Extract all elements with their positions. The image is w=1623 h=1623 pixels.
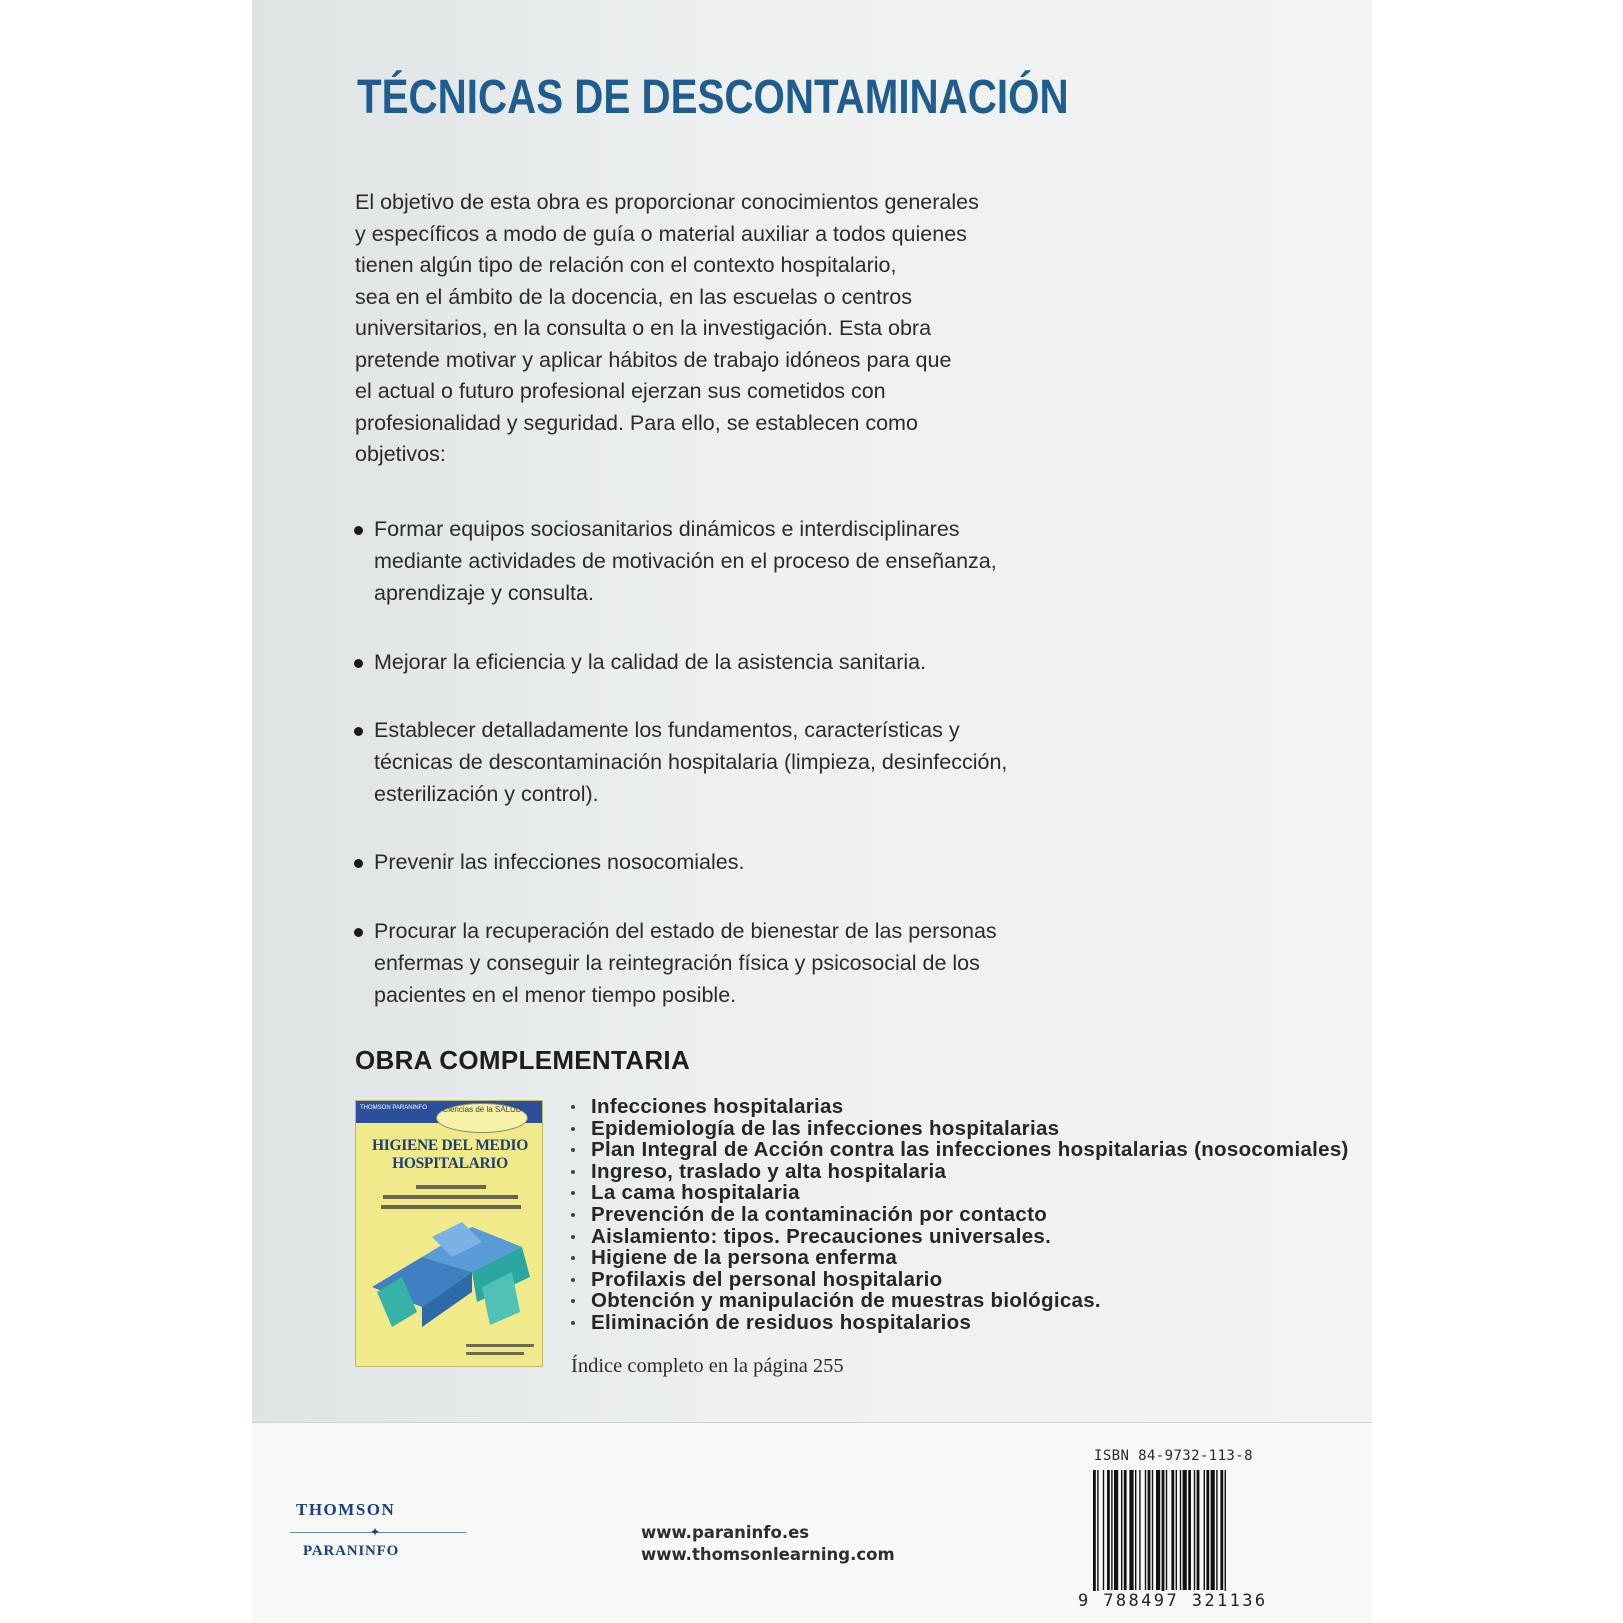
intro-line: pretende motivar y aplicar hábitos de trabajo idóneos para que: [355, 347, 952, 372]
barcode-bar: [1220, 1470, 1223, 1590]
bullet-icon: [571, 1105, 575, 1109]
barcode-bar: [1204, 1470, 1205, 1590]
barcode-number: 9 788497 321136: [1075, 1591, 1271, 1611]
intro-line: objetivos:: [355, 442, 446, 466]
book-cover-artwork: [362, 1217, 536, 1333]
barcode-bar: [1188, 1470, 1191, 1590]
list-item: Plan Integral de Acción contra las infecciones hospitalarias (nosocomiales): [568, 1139, 1349, 1161]
barcode-bar: [1166, 1470, 1167, 1590]
objective-line: Formar equipos sociosanitarios dinámicos e interdisciplinares: [374, 517, 960, 541]
barcode-bar: [1148, 1470, 1151, 1590]
barcode-bar: [1114, 1470, 1118, 1590]
barcode-bar: [1162, 1470, 1165, 1604]
bullet-icon: [354, 727, 363, 736]
bullet-icon: [354, 659, 363, 668]
publisher-urls: [641, 1522, 895, 1566]
objective-line: técnicas de descontaminación hospitalaria (limpieza, desinfección,: [374, 750, 1008, 774]
list-item: Infecciones hospitalarias: [568, 1096, 1349, 1118]
url-thomsonlearning: www.thomsonlearning.com: [641, 1545, 895, 1564]
book-collection-label: Ciencias de la SALUD: [436, 1103, 528, 1133]
logo-text-top: THOMSON: [296, 1500, 396, 1519]
barcode-image: [1093, 1470, 1263, 1610]
complementary-heading: OBRA COMPLEMENTARIA: [355, 1045, 691, 1075]
bullet-icon: [354, 859, 363, 868]
objective-item: [352, 646, 1079, 678]
barcode-bar: [1211, 1470, 1215, 1590]
objective-line: aprendizaje y consulta.: [374, 581, 594, 605]
bullet-icon: [571, 1148, 575, 1152]
barcode-bar: [1216, 1470, 1217, 1590]
bullet-icon: [571, 1127, 575, 1131]
list-item: Profilaxis del personal hospitalario: [568, 1269, 1349, 1291]
book-subtitle-lines: [378, 1179, 523, 1215]
barcode-bar: [1156, 1470, 1160, 1590]
barcode-bar: [1093, 1470, 1096, 1604]
list-item: Obtención y manipulación de muestras biológicas.: [568, 1290, 1349, 1312]
bullet-icon: [571, 1191, 575, 1195]
index-note: Índice completo en la página 255: [571, 1355, 844, 1377]
list-item: Prevención de la contaminación por contacto: [568, 1204, 1349, 1226]
book-authors: [466, 1339, 536, 1360]
intro-paragraph: [355, 187, 1075, 471]
book-title: TÉCNICAS DE DESCONTAMINACIÓN: [357, 71, 1069, 124]
publisher-logo: [290, 1500, 470, 1566]
bullet-icon: [571, 1170, 575, 1174]
complementary-contents-list: [568, 1096, 1349, 1334]
barcode-bar: [1194, 1470, 1195, 1590]
objective-line: enfermas y conseguir la reintegración física y psicosocial de los: [374, 951, 980, 975]
list-item: Higiene de la persona enferma: [568, 1247, 1349, 1269]
objective-item: [352, 915, 1079, 1011]
bullet-icon: [571, 1321, 575, 1325]
barcode-bar: [1097, 1470, 1098, 1604]
barcode-bar: [1225, 1470, 1226, 1604]
barcode-bar: [1124, 1470, 1127, 1590]
objective-line: pacientes en el menor tiempo posible.: [374, 983, 737, 1007]
objective-line: Establecer detalladamente los fundamentos, características y: [374, 718, 960, 742]
list-item: Eliminación de residuos hospitalarios: [568, 1312, 1349, 1334]
intro-line: el actual o futuro profesional ejerzan sus cometidos con: [355, 379, 886, 403]
intro-line: profesionalidad y seguridad. Para ello, se establecen como: [355, 410, 918, 435]
intro-line: universitarios, en la consulta o en la investigación. Esta obra: [355, 316, 932, 340]
objective-line: Prevenir las infecciones nosocomiales.: [374, 850, 745, 874]
intro-line: sea en el ámbito de la docencia, en las escuelas o centros: [355, 284, 912, 309]
barcode-bar: [1180, 1470, 1181, 1590]
barcode-bar: [1197, 1470, 1200, 1590]
bullet-icon: [354, 928, 363, 937]
bullet-icon: [571, 1299, 575, 1303]
barcode-bar: [1176, 1470, 1177, 1590]
barcode-bar: [1135, 1470, 1136, 1590]
list-item: La cama hospitalaria: [568, 1182, 1349, 1204]
complementary-book-cover: [355, 1100, 543, 1367]
objective-line: Procurar la recuperación del estado de bienestar de las personas: [374, 919, 997, 943]
barcode-bar: [1183, 1470, 1187, 1590]
list-item: Ingreso, traslado y alta hospitalaria: [568, 1161, 1349, 1183]
barcode-bar: [1103, 1470, 1104, 1590]
list-item: Aislamiento: tipos. Precauciones universales.: [568, 1226, 1349, 1248]
list-item: Epidemiología de las infecciones hospitalarias: [568, 1118, 1349, 1140]
bullet-icon: [571, 1235, 575, 1239]
bullet-icon: [354, 526, 363, 535]
book-cover-title: HIGIENE DEL MEDIO HOSPITALARIO: [372, 1137, 528, 1172]
bullet-icon: [571, 1256, 575, 1260]
objective-line: Mejorar la eficiencia y la calidad de la asistencia sanitaria.: [374, 650, 927, 674]
barcode-bar: [1152, 1470, 1153, 1590]
barcode-bar: [1121, 1470, 1122, 1590]
objective-line: mediante actividades de motivación en el proceso de enseñanza,: [374, 549, 997, 573]
barcode-bar: [1145, 1470, 1146, 1590]
intro-line: y específicos a modo de guía o material auxiliar a todos quienes: [355, 221, 967, 246]
isbn-label: ISBN 84-9732-113-8: [1094, 1448, 1253, 1464]
bullet-icon: [571, 1278, 575, 1282]
url-paraninfo: www.paraninfo.es: [641, 1523, 810, 1542]
logo-text-bottom: PARANINFO: [303, 1543, 400, 1559]
intro-line: tienen algún tipo de relación con el contexto hospitalario,: [355, 253, 897, 277]
barcode-bar: [1111, 1470, 1112, 1590]
barcode-bar: [1206, 1470, 1209, 1590]
book-publisher-tag: THOMSON PARANINFO: [360, 1105, 427, 1111]
objective-item: [352, 513, 1079, 609]
barcode-bar: [1171, 1470, 1174, 1590]
barcode-bar: [1129, 1470, 1133, 1590]
barcode-bar: [1139, 1470, 1140, 1590]
barcode-bar: [1107, 1470, 1110, 1590]
objective-item: [352, 714, 1079, 810]
objective-item: [352, 846, 1079, 878]
star-icon: ✦: [370, 1525, 381, 1539]
intro-line: El objetivo de esta obra es proporcionar conocimientos generales: [355, 190, 979, 214]
objective-line: esterilización y control).: [374, 782, 599, 806]
bullet-icon: [571, 1213, 575, 1217]
